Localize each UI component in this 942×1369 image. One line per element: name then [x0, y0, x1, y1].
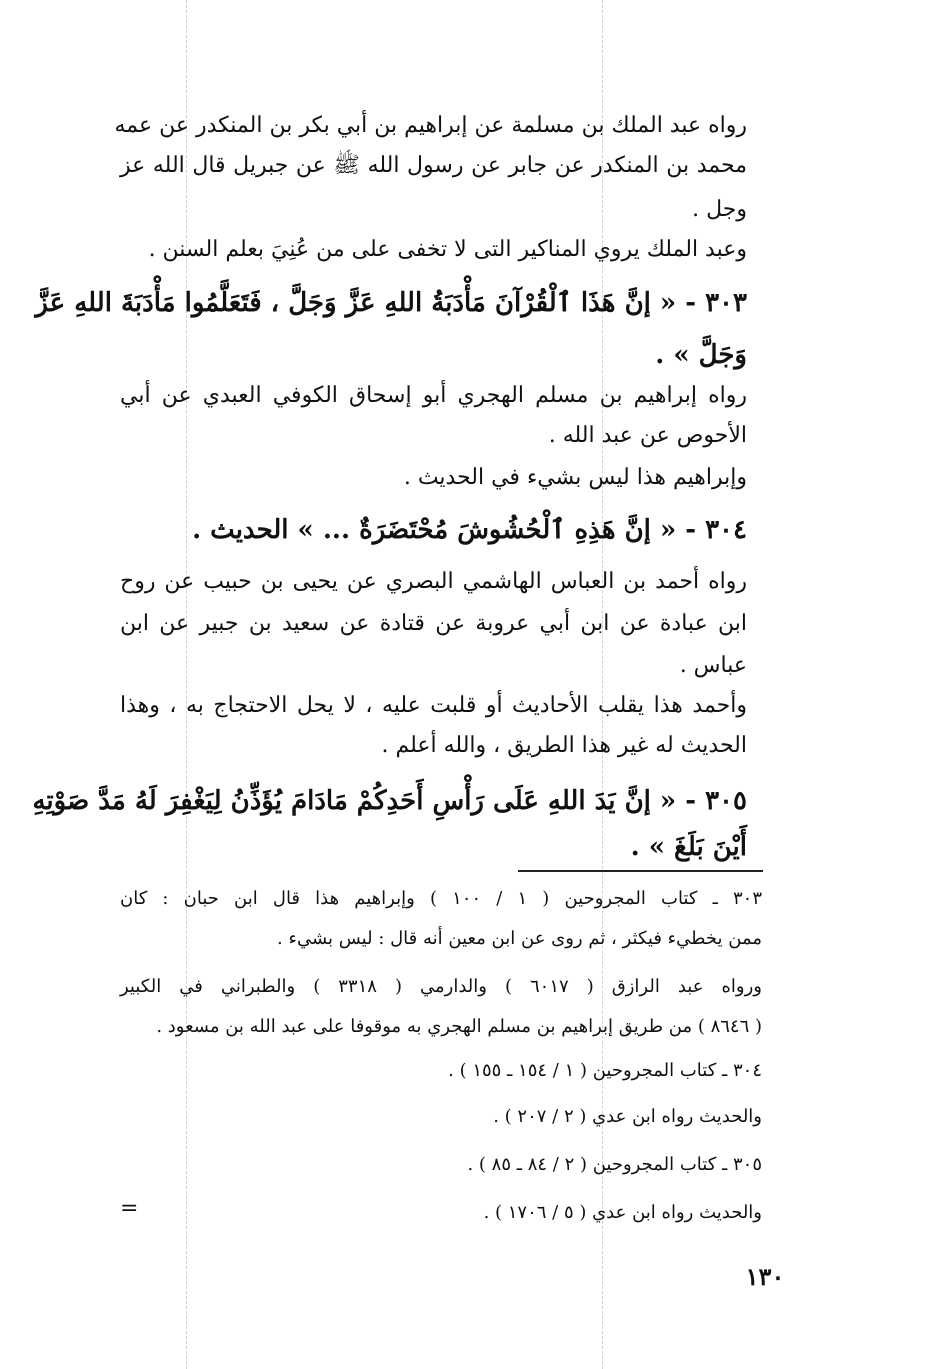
body-line: محمد بن المنكدر عن جابر عن رسول الله ﷺ عن جبريل قال الله عز: [120, 153, 747, 178]
body-line: الأحوص عن عبد الله .: [548, 423, 747, 448]
body-line: ابن عبادة عن ابن أبي عروبة عن قتادة عن سعيد بن جبير عن ابن: [120, 611, 747, 636]
footnote-line: ( ٨٦٤٦ ) من طريق إبراهيم بن مسلم الهجري به موقوفا على عبد الله بن مسعود .: [156, 1016, 762, 1037]
footnote-line: ٣٠٥ ـ كتاب المجروحين ( ٢ / ٨٤ ـ ٨٥ ) .: [467, 1154, 762, 1175]
footnote-line: ممن يخطيء فيكثر ، ثم روى عن ابن معين أنه قال : ليس بشيء .: [277, 928, 762, 949]
body-line: وجل .: [692, 197, 747, 222]
hadith-303-text: ٣٠٣ - « إنَّ هَذَا ٱلْقُرْآنَ مَأْدَبَةُ اللهِ عَزَّ وَجَلَّ ، فَتَعَلَّمُوا مَأْدَبَةَ اللهِ عَزَّ: [35, 288, 747, 318]
footnote-line: والحديث رواه ابن عدي ( ٢ / ٢٠٧ ) .: [493, 1106, 762, 1127]
hadith-304-text: ٣٠٤ - « إنَّ هَذِهِ ٱلْحُشُوشَ مُحْتَضَرَةٌ ... » الحديث .: [192, 515, 747, 545]
body-line: عباس .: [679, 653, 747, 678]
body-line: رواه أحمد بن العباس الهاشمي البصري عن يحيى بن حبيب عن روح: [120, 569, 747, 594]
body-line: وإبراهيم هذا ليس بشيء في الحديث .: [403, 465, 747, 490]
body-line: وعبد الملك يروي المناكير التى لا تخفى على من عُنِيَ بعلم السنن .: [148, 237, 747, 262]
footnote-separator: [518, 870, 763, 872]
footnote-line: ٣٠٤ ـ كتاب المجروحين ( ١ / ١٥٤ ـ ١٥٥ ) .: [448, 1060, 762, 1081]
hadith-305-text: أَيْنَ بَلَغَ » .: [630, 832, 747, 862]
footnote-line: والحديث رواه ابن عدي ( ٥ / ١٧٠٦ ) .: [483, 1202, 762, 1223]
footnote-line: ٣٠٣ ـ كتاب المجروحين ( ١ / ١٠٠ ) وإبراهيم هذا قال ابن حبان : كان: [120, 888, 762, 909]
continuation-mark: =: [120, 1196, 139, 1221]
body-line: وأحمد هذا يقلب الأحاديث أو قلبت عليه ، لا يحل الاحتجاج به ، وهذا: [120, 693, 747, 718]
body-line: الحديث له غير هذا الطريق ، والله أعلم .: [381, 733, 747, 758]
hadith-305-text: ٣٠٥ - « إنَّ يَدَ اللهِ عَلَى رَأْسِ أَحَدِكُمْ مَادَامَ يُؤَذِّنُ لِيَغْفِرَ لَهُ مَدَّ صَوْتِهِ: [32, 786, 747, 816]
page-number: ١٣٠: [745, 1262, 785, 1291]
hadith-303-text: وَجَلَّ » .: [655, 340, 747, 370]
footnote-line: ورواه عبد الرازق ( ٦٠١٧ ) والدارمي ( ٣٣١٨ ) والطبراني في الكبير: [120, 976, 762, 997]
body-line: رواه عبد الملك بن مسلمة عن إبراهيم بن أبي بكر بن المنكدر عن عمه: [114, 113, 747, 138]
body-line: رواه إبراهيم بن مسلم الهجري أبو إسحاق الكوفي العبدي عن أبي: [120, 383, 747, 408]
